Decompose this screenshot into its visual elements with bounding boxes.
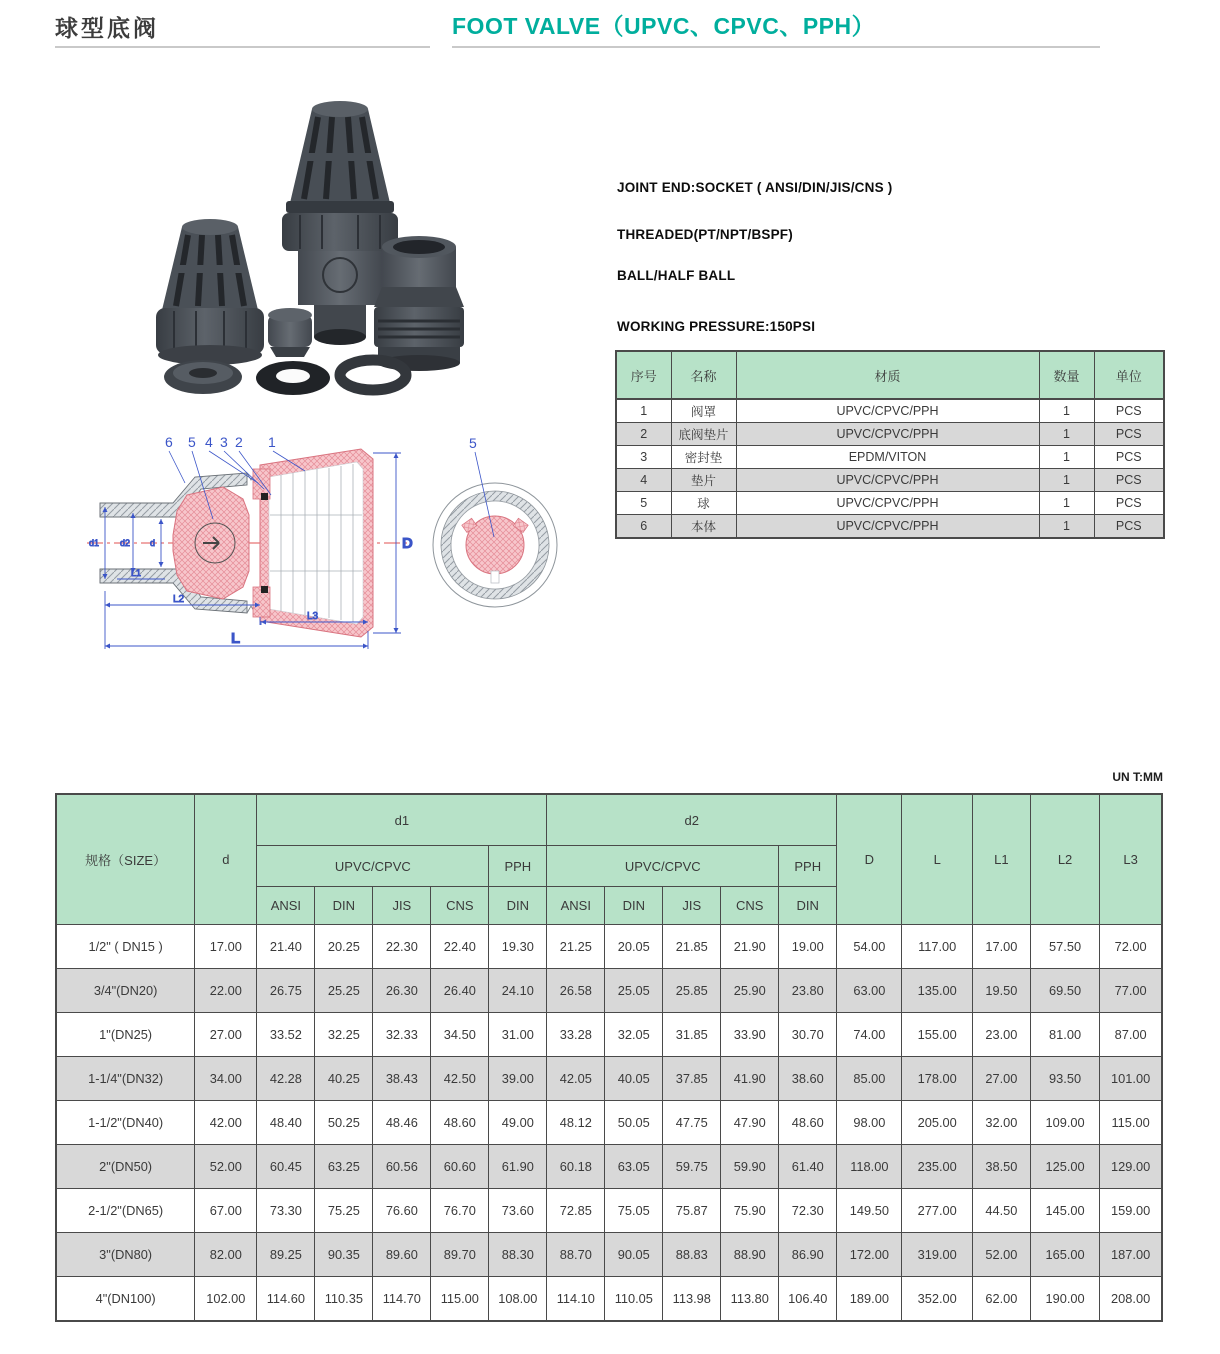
table-cell: 76.70: [431, 1189, 489, 1233]
table-cell: 106.40: [779, 1277, 837, 1322]
svg-text:5: 5: [188, 434, 196, 450]
table-cell: 159.00: [1100, 1189, 1162, 1233]
table-row: [56, 969, 1162, 1013]
table-cell: 21.25: [547, 925, 605, 969]
table-cell: 23.00: [972, 1013, 1030, 1057]
table-cell: 本体: [671, 515, 736, 539]
dims-col-size: 规格（SIZE）: [56, 794, 195, 925]
table-cell: 115.00: [431, 1277, 489, 1322]
table-cell: 67.00: [195, 1189, 257, 1233]
table-cell: 33.28: [547, 1013, 605, 1057]
table-cell: 76.60: [373, 1189, 431, 1233]
table-row: [56, 1101, 1162, 1145]
table-cell: 81.00: [1030, 1013, 1099, 1057]
table-cell: 37.85: [663, 1057, 721, 1101]
table-cell: 17.00: [195, 925, 257, 969]
dims-col-L2: L2: [1030, 794, 1099, 925]
table-cell: 75.25: [315, 1189, 373, 1233]
table-cell: 31.85: [663, 1013, 721, 1057]
dims-mat-upvc-d1: UPVC/CPVC: [257, 846, 489, 887]
table-cell: 59.75: [663, 1145, 721, 1189]
table-cell: 113.80: [721, 1277, 779, 1322]
svg-text:4: 4: [205, 434, 213, 450]
table-cell: 40.05: [605, 1057, 663, 1101]
table-cell: 3/4"(DN20): [56, 969, 195, 1013]
table-cell: 6: [616, 515, 671, 539]
dims-group-d1: d1: [257, 794, 547, 846]
table-row: [56, 1189, 1162, 1233]
dims-col-L1: L1: [972, 794, 1030, 925]
table-cell: 27.00: [972, 1057, 1030, 1101]
table-cell: PCS: [1094, 399, 1164, 423]
table-row: [56, 1233, 1162, 1277]
table-cell: 48.40: [257, 1101, 315, 1145]
svg-text:1: 1: [268, 434, 276, 450]
table-cell: 5: [616, 492, 671, 515]
table-cell: 1: [1039, 399, 1094, 423]
table-cell: 20.05: [605, 925, 663, 969]
table-cell: 26.30: [373, 969, 431, 1013]
table-cell: 19.50: [972, 969, 1030, 1013]
table-cell: 319.00: [902, 1233, 972, 1277]
parts-col-material: 材质: [736, 351, 1039, 399]
table-cell: 235.00: [902, 1145, 972, 1189]
table-cell: 60.56: [373, 1145, 431, 1189]
table-cell: 129.00: [1100, 1145, 1162, 1189]
parts-table: [615, 350, 1165, 539]
table-cell: 75.05: [605, 1189, 663, 1233]
spec-list: [617, 180, 1157, 334]
dims-col-L3: L3: [1100, 794, 1162, 925]
svg-text:3: 3: [220, 434, 228, 450]
end-view: [433, 435, 557, 607]
dims-std: DIN: [605, 887, 663, 925]
table-cell: 1: [1039, 446, 1094, 469]
page-title-zh: 球型底阀: [55, 15, 159, 41]
table-cell: 149.50: [837, 1189, 902, 1233]
table-cell: 23.80: [779, 969, 837, 1013]
table-cell: 38.43: [373, 1057, 431, 1101]
strainer-cage-section: [253, 449, 373, 637]
table-cell: 89.70: [431, 1233, 489, 1277]
table-cell: 33.90: [721, 1013, 779, 1057]
table-cell: 22.40: [431, 925, 489, 969]
table-cell: 63.05: [605, 1145, 663, 1189]
table-cell: 108.00: [489, 1277, 547, 1322]
table-cell: PCS: [1094, 469, 1164, 492]
dims-std: ANSI: [257, 887, 315, 925]
parts-col-qty: 数量: [1039, 351, 1094, 399]
table-cell: 82.00: [195, 1233, 257, 1277]
table-cell: 90.05: [605, 1233, 663, 1277]
unit-note: UN T:MM: [1112, 770, 1163, 784]
table-cell: 3"(DN80): [56, 1233, 195, 1277]
gaskets: [164, 360, 406, 395]
table-row: [56, 1013, 1162, 1057]
table-cell: UPVC/CPVC/PPH: [736, 515, 1039, 539]
table-cell: 88.90: [721, 1233, 779, 1277]
table-cell: 20.25: [315, 925, 373, 969]
table-cell: 30.70: [779, 1013, 837, 1057]
dims-col-D: D: [837, 794, 902, 925]
table-cell: 1/2" ( DN15 ): [56, 925, 195, 969]
table-cell: 1: [616, 399, 671, 423]
table-cell: UPVC/CPVC/PPH: [736, 492, 1039, 515]
table-cell: 42.28: [257, 1057, 315, 1101]
parts-col-name: 名称: [671, 351, 736, 399]
table-cell: 19.30: [489, 925, 547, 969]
table-cell: 72.30: [779, 1189, 837, 1233]
table-cell: 47.75: [663, 1101, 721, 1145]
dimensions-table: [55, 793, 1163, 1322]
table-cell: 31.00: [489, 1013, 547, 1057]
dims-std: DIN: [489, 887, 547, 925]
table-cell: 72.00: [1100, 925, 1162, 969]
table-cell: 26.40: [431, 969, 489, 1013]
table-cell: 44.50: [972, 1189, 1030, 1233]
table-cell: 17.00: [972, 925, 1030, 969]
dims-std: CNS: [431, 887, 489, 925]
table-cell: 135.00: [902, 969, 972, 1013]
table-cell: 34.50: [431, 1013, 489, 1057]
table-cell: 25.25: [315, 969, 373, 1013]
table-row: [56, 1145, 1162, 1189]
table-cell: 61.40: [779, 1145, 837, 1189]
table-cell: 2"(DN50): [56, 1145, 195, 1189]
table-cell: 垫片: [671, 469, 736, 492]
table-cell: 4"(DN100): [56, 1277, 195, 1322]
dims-col-L: L: [902, 794, 972, 925]
svg-text:L1: L1: [131, 568, 142, 578]
table-cell: 90.35: [315, 1233, 373, 1277]
dims-std: JIS: [373, 887, 431, 925]
dims-col-d: d: [195, 794, 257, 925]
table-cell: 89.25: [257, 1233, 315, 1277]
table-cell: 42.00: [195, 1101, 257, 1145]
table-cell: 93.50: [1030, 1057, 1099, 1101]
table-cell: 33.52: [257, 1013, 315, 1057]
svg-text:D: D: [402, 535, 413, 552]
table-cell: 165.00: [1030, 1233, 1099, 1277]
table-cell: 73.30: [257, 1189, 315, 1233]
table-cell: 110.35: [315, 1277, 373, 1322]
table-cell: 109.00: [1030, 1101, 1099, 1145]
table-cell: 21.85: [663, 925, 721, 969]
table-cell: 63.25: [315, 1145, 373, 1189]
table-cell: 189.00: [837, 1277, 902, 1322]
svg-text:L3: L3: [307, 611, 319, 622]
table-cell: 88.30: [489, 1233, 547, 1277]
table-cell: PCS: [1094, 492, 1164, 515]
table-cell: 48.12: [547, 1101, 605, 1145]
table-cell: 25.05: [605, 969, 663, 1013]
spec-ball: BALL/HALF BALL: [617, 268, 736, 283]
table-cell: 22.30: [373, 925, 431, 969]
parts-col-no: 序号: [616, 351, 671, 399]
table-cell: PCS: [1094, 423, 1164, 446]
table-cell: 178.00: [902, 1057, 972, 1101]
svg-text:d1: d1: [89, 538, 100, 548]
table-cell: 115.00: [1100, 1101, 1162, 1145]
table-cell: 49.00: [489, 1101, 547, 1145]
product-photo: [60, 75, 560, 420]
table-cell: 3: [616, 446, 671, 469]
table-cell: 60.18: [547, 1145, 605, 1189]
table-cell: 75.87: [663, 1189, 721, 1233]
table-cell: 42.50: [431, 1057, 489, 1101]
table-cell: UPVC/CPVC/PPH: [736, 469, 1039, 492]
table-cell: 155.00: [902, 1013, 972, 1057]
small-cap: [268, 308, 312, 357]
table-cell: 75.90: [721, 1189, 779, 1233]
page-title-en: FOOT VALVE（UPVC、CPVC、PPH）: [452, 13, 876, 39]
table-cell: 1: [1039, 469, 1094, 492]
table-cell: 145.00: [1030, 1189, 1099, 1233]
table-cell: 205.00: [902, 1101, 972, 1145]
table-cell: 118.00: [837, 1145, 902, 1189]
table-cell: 1-1/2"(DN40): [56, 1101, 195, 1145]
header-divider-left: [55, 46, 430, 48]
table-cell: 101.00: [1100, 1057, 1162, 1101]
table-cell: 32.33: [373, 1013, 431, 1057]
table-cell: 32.00: [972, 1101, 1030, 1145]
svg-text:L: L: [231, 630, 241, 647]
dims-std: CNS: [721, 887, 779, 925]
table-cell: UPVC/CPVC/PPH: [736, 399, 1039, 423]
table-cell: 32.25: [315, 1013, 373, 1057]
table-row: [56, 1057, 1162, 1101]
table-cell: 47.90: [721, 1101, 779, 1145]
table-cell: 1: [1039, 423, 1094, 446]
table-cell: 61.90: [489, 1145, 547, 1189]
table-cell: 密封垫: [671, 446, 736, 469]
dims-mat-pph-d1: PPH: [489, 846, 547, 887]
table-cell: 63.00: [837, 969, 902, 1013]
table-cell: 74.00: [837, 1013, 902, 1057]
table-cell: 球: [671, 492, 736, 515]
table-cell: 21.90: [721, 925, 779, 969]
table-cell: 40.25: [315, 1057, 373, 1101]
table-cell: 34.00: [195, 1057, 257, 1101]
table-cell: 25.90: [721, 969, 779, 1013]
table-cell: 187.00: [1100, 1233, 1162, 1277]
parts-col-unit: 单位: [1094, 351, 1164, 399]
table-row: [616, 399, 1164, 423]
table-cell: 21.40: [257, 925, 315, 969]
table-cell: 27.00: [195, 1013, 257, 1057]
dims-mat-pph-d2: PPH: [779, 846, 837, 887]
parts-header-row: [616, 351, 1164, 399]
table-cell: 114.70: [373, 1277, 431, 1322]
table-cell: 86.90: [779, 1233, 837, 1277]
table-cell: PCS: [1094, 446, 1164, 469]
table-cell: 41.90: [721, 1057, 779, 1101]
table-cell: 277.00: [902, 1189, 972, 1233]
dims-std: JIS: [663, 887, 721, 925]
table-cell: 88.83: [663, 1233, 721, 1277]
table-cell: 48.60: [431, 1101, 489, 1145]
table-row: [616, 423, 1164, 446]
spec-threaded: THREADED(PT/NPT/BSPF): [617, 227, 793, 242]
svg-text:d2: d2: [120, 538, 131, 548]
table-cell: 42.05: [547, 1057, 605, 1101]
header-divider-right: [452, 46, 1100, 48]
table-row: [616, 492, 1164, 515]
table-cell: 73.60: [489, 1189, 547, 1233]
table-cell: 50.25: [315, 1101, 373, 1145]
table-cell: 89.60: [373, 1233, 431, 1277]
technical-drawing-svg: [65, 425, 625, 670]
table-cell: 114.10: [547, 1277, 605, 1322]
table-cell: PCS: [1094, 515, 1164, 539]
table-cell: 24.10: [489, 969, 547, 1013]
table-cell: 117.00: [902, 925, 972, 969]
table-cell: 38.50: [972, 1145, 1030, 1189]
table-cell: 114.60: [257, 1277, 315, 1322]
table-cell: 1: [1039, 515, 1094, 539]
svg-text:d: d: [150, 538, 156, 548]
table-row: [616, 446, 1164, 469]
table-cell: 87.00: [1100, 1013, 1162, 1057]
socket-coupling: [374, 236, 464, 371]
table-cell: 54.00: [837, 925, 902, 969]
dims-header-row-1: [56, 794, 1162, 846]
table-cell: 38.60: [779, 1057, 837, 1101]
table-cell: 26.75: [257, 969, 315, 1013]
ball-section: [173, 487, 249, 599]
dims-std: ANSI: [547, 887, 605, 925]
table-cell: 208.00: [1100, 1277, 1162, 1322]
table-cell: 48.46: [373, 1101, 431, 1145]
table-cell: 1"(DN25): [56, 1013, 195, 1057]
table-cell: 1-1/4"(DN32): [56, 1057, 195, 1101]
table-cell: 2-1/2"(DN65): [56, 1189, 195, 1233]
strainer-cap: [156, 219, 264, 365]
table-cell: 22.00: [195, 969, 257, 1013]
table-cell: 阀罩: [671, 399, 736, 423]
table-cell: 125.00: [1030, 1145, 1099, 1189]
svg-text:2: 2: [235, 434, 243, 450]
table-cell: 26.58: [547, 969, 605, 1013]
table-cell: 172.00: [837, 1233, 902, 1277]
table-cell: 52.00: [972, 1233, 1030, 1277]
table-cell: 2: [616, 423, 671, 446]
technical-drawing: [65, 425, 625, 670]
table-cell: 60.60: [431, 1145, 489, 1189]
table-cell: 352.00: [902, 1277, 972, 1322]
table-cell: 88.70: [547, 1233, 605, 1277]
dims-std: DIN: [315, 887, 373, 925]
table-row: [56, 925, 1162, 969]
spec-joint-end: JOINT END:SOCKET ( ANSI/DIN/JIS/CNS ): [617, 180, 893, 195]
table-cell: 19.00: [779, 925, 837, 969]
table-cell: 98.00: [837, 1101, 902, 1145]
table-cell: 72.85: [547, 1189, 605, 1233]
table-cell: 32.05: [605, 1013, 663, 1057]
dims-mat-upvc-d2: UPVC/CPVC: [547, 846, 779, 887]
table-cell: 113.98: [663, 1277, 721, 1322]
table-cell: 4: [616, 469, 671, 492]
table-cell: 52.00: [195, 1145, 257, 1189]
table-cell: 底阀垫片: [671, 423, 736, 446]
svg-text:L2: L2: [173, 594, 185, 605]
table-cell: UPVC/CPVC/PPH: [736, 423, 1039, 446]
table-cell: 39.00: [489, 1057, 547, 1101]
dims-group-d2: d2: [547, 794, 837, 846]
table-cell: 60.45: [257, 1145, 315, 1189]
table-cell: 57.50: [1030, 925, 1099, 969]
table-row: [616, 515, 1164, 539]
table-cell: 85.00: [837, 1057, 902, 1101]
svg-text:6: 6: [165, 434, 173, 450]
table-cell: 1: [1039, 492, 1094, 515]
table-cell: 59.90: [721, 1145, 779, 1189]
table-cell: 50.05: [605, 1101, 663, 1145]
table-cell: 77.00: [1100, 969, 1162, 1013]
table-row: [616, 469, 1164, 492]
table-cell: 102.00: [195, 1277, 257, 1322]
table-cell: 62.00: [972, 1277, 1030, 1322]
dims-std: DIN: [779, 887, 837, 925]
end-view-callout: 5: [469, 435, 477, 451]
table-cell: 25.85: [663, 969, 721, 1013]
table-row: [56, 1277, 1162, 1322]
table-cell: 190.00: [1030, 1277, 1099, 1322]
table-cell: 110.05: [605, 1277, 663, 1322]
product-photo-svg: [60, 75, 560, 420]
table-cell: 48.60: [779, 1101, 837, 1145]
spec-working-pressure: WORKING PRESSURE:150PSI: [617, 319, 816, 334]
table-cell: 69.50: [1030, 969, 1099, 1013]
table-cell: EPDM/VITON: [736, 446, 1039, 469]
